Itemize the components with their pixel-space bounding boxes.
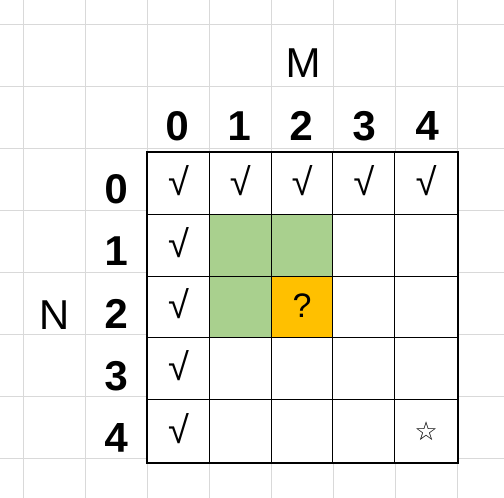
grid-cell-r1-c3 [333, 215, 395, 277]
grid-cell-r1-c0 [148, 215, 210, 277]
check-mark: √ [167, 347, 189, 390]
row-index-0: 0 [104, 165, 128, 212]
grid-cell-r1-c2 [272, 215, 334, 277]
grid-cell-r0-c3 [333, 153, 395, 215]
grid-cell-r0-c1 [210, 153, 272, 215]
row-axis-title: N [38, 291, 70, 338]
grid-cell-r2-c1 [210, 277, 272, 339]
grid-cell-r4-c2 [272, 400, 334, 462]
column-index-1: 1 [227, 102, 251, 149]
check-mark: √ [415, 161, 437, 204]
row-index-2: 2 [104, 290, 128, 337]
star-icon: ☆ [414, 415, 438, 446]
grid-cell-r3-c0 [148, 338, 210, 400]
grid-cell-r1-c4 [395, 215, 457, 277]
column-index-4: 4 [415, 102, 439, 149]
check-mark: √ [167, 409, 189, 452]
grid-cell-r2-c3 [333, 277, 395, 339]
column-index-0: 0 [165, 102, 189, 149]
row-index-1: 1 [104, 227, 128, 274]
column-index-2: 2 [289, 102, 313, 149]
grid-cell-r3-c4 [395, 338, 457, 400]
check-mark: √ [167, 161, 189, 204]
grid-cell-r4-c4 [395, 400, 457, 462]
grid-cell-r1-c1 [210, 215, 272, 277]
check-mark: √ [291, 161, 313, 204]
grid-cell-r4-c0 [148, 400, 210, 462]
check-mark: √ [229, 161, 251, 204]
check-mark: √ [353, 161, 375, 204]
check-mark: √ [167, 223, 189, 266]
grid-cell-r0-c4 [395, 153, 457, 215]
column-axis-title: M [285, 39, 321, 86]
dp-grid [146, 151, 459, 464]
grid-cell-r0-c2 [272, 153, 334, 215]
grid-cell-r3-c1 [210, 338, 272, 400]
grid-cell-r3-c2 [272, 338, 334, 400]
question-mark: ? [292, 287, 312, 326]
column-index-3: 3 [352, 102, 376, 149]
grid-cell-r2-c2 [272, 277, 334, 339]
grid-cell-r2-c0 [148, 277, 210, 339]
grid-cell-r2-c4 [395, 277, 457, 339]
grid-cell-r4-c1 [210, 400, 272, 462]
row-index-3: 3 [104, 352, 128, 399]
check-mark: √ [167, 285, 189, 328]
row-index-4: 4 [104, 414, 128, 461]
grid-cell-r4-c3 [333, 400, 395, 462]
grid-cell-r3-c3 [333, 338, 395, 400]
grid-cell-r0-c0 [148, 153, 210, 215]
